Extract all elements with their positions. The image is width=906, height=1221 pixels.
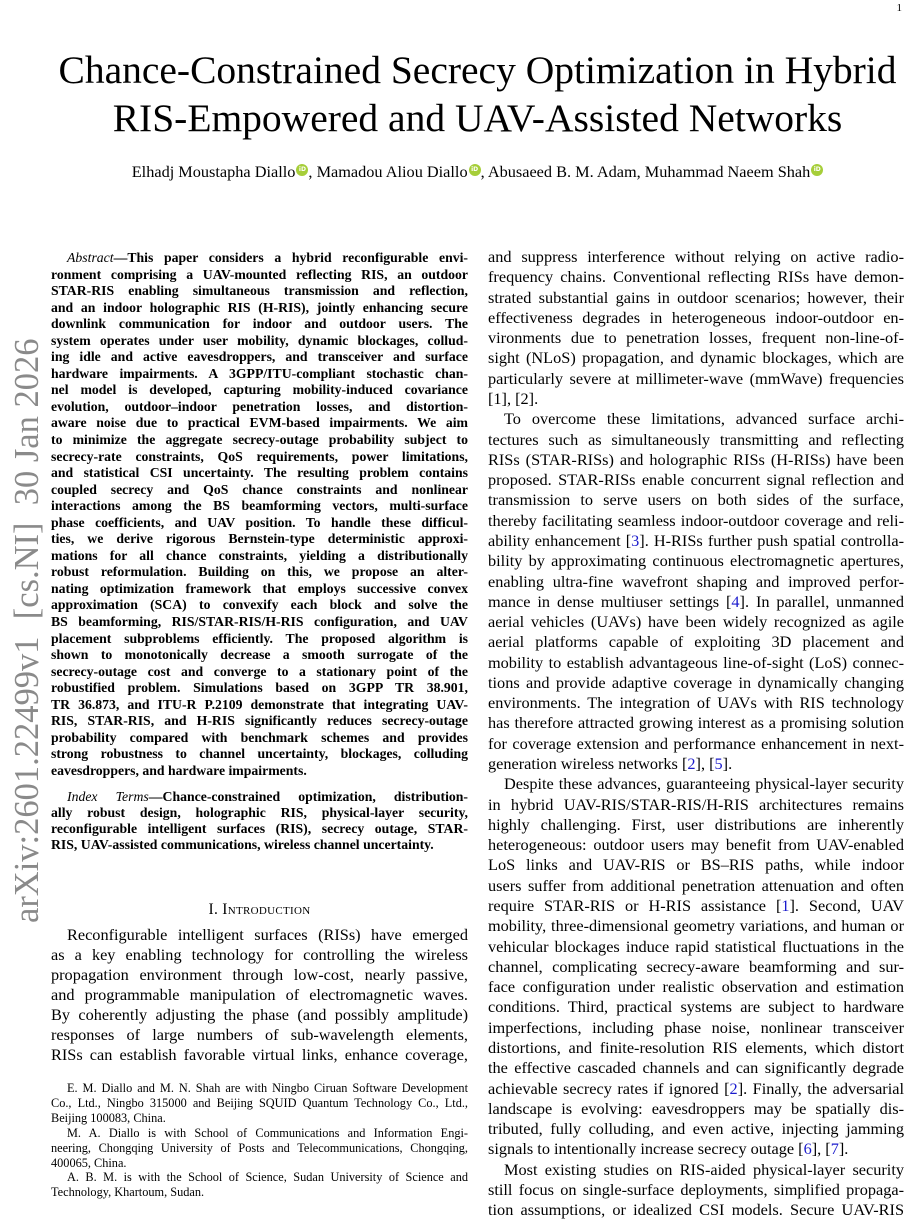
text-line	[51, 614, 468, 631]
body-line: require STAR-RIS or H-RIS assistance [1]. Second, UAV	[488, 896, 904, 915]
footnote	[51, 1081, 468, 1126]
footnote-line: Co., Ltd., Ningbo 315000 and Beijing SQUID Quantum Technology Co., Ltd.,	[51, 1095, 468, 1110]
paragraph	[488, 1160, 904, 1221]
body-line: effectiveness degrades in heterogeneous indoor-outdoor en-	[488, 307, 904, 327]
body-line: signals to intentionally increase secrecy outage [6], [7].	[488, 1139, 849, 1159]
line-text: coupled secrecy and QoS chance constraints and nonlinear	[51, 481, 468, 497]
body-line: channel, complicating secrecy-aware beamforming and sur-	[488, 956, 904, 976]
citation-link[interactable]: 4	[731, 591, 740, 611]
text-line	[51, 283, 468, 300]
text-line	[51, 449, 468, 466]
line-text: nel model is developed, capturing mobility-induced covariance	[51, 382, 468, 398]
line-text: evolution, outdoor–indoor penetration losses, and distortion-	[51, 398, 468, 414]
body-line: generation wireless networks [2], [5].	[488, 754, 733, 774]
citation-link[interactable]: 2	[729, 1078, 738, 1098]
footnote-line: 400065, China.	[51, 1155, 127, 1170]
body-line: To overcome these limitations, advanced surface archi-	[504, 409, 904, 429]
body-line: aerial vehicles (UAVs) have been widely recognized as agile	[488, 612, 904, 632]
body-line: mobility, three-dimensional geometry variations, and human or	[488, 916, 904, 936]
footnote-line: Beijing 100083, China.	[51, 1110, 166, 1125]
body-line: ability enhancement [3]. H-RISs further push spatial controlla-	[488, 530, 904, 550]
text-line	[51, 465, 468, 482]
body-line: mance in dense multiuser settings [4]. In parallel, unmanned	[488, 591, 905, 611]
title-line: RIS-Empowered and UAV-Assisted Networks	[112, 96, 843, 140]
footnote	[51, 1170, 468, 1200]
line-text: ties, we derive rigorous Bernstein-type deterministic approxi-	[51, 531, 468, 547]
title-line: Chance-Constrained Secrecy Optimization in Hybrid	[58, 48, 897, 92]
em-dash: —	[148, 789, 163, 804]
line-text: placement subproblems efficiently. The proposed algorithm is	[51, 630, 468, 646]
orcid-icon[interactable]: iD	[811, 164, 823, 176]
body-line: enabling ultra-fine wavefront shaping and improved perfor-	[488, 571, 904, 591]
text-line	[51, 821, 468, 837]
line-text: strong robustness to channel uncertainty, blockages, colluding	[51, 746, 468, 762]
text-line	[51, 482, 468, 499]
line-text: reconfigurable intelligent surfaces (RIS), secrecy outage, STAR-	[51, 821, 468, 837]
abstract	[51, 250, 468, 780]
author-separator: ,	[480, 162, 488, 181]
line-text: Chance-constrained optimization, distribution-	[162, 789, 469, 804]
line-text: ronment comprising a UAV-mounted reflecting RIS, an outdoor	[51, 266, 468, 282]
author-name: Mamadou Aliou Diallo	[316, 162, 468, 181]
orcid-icon[interactable]: iD	[296, 164, 308, 176]
line-text: phase coefficients, and UAV position. To handle these difficul-	[51, 514, 468, 530]
text-line	[51, 697, 468, 714]
text-line	[51, 432, 468, 449]
author-name: Muhammad Naeem Shah	[644, 162, 811, 181]
text-line	[51, 300, 468, 317]
footnote-line: A. B. M. is with the School of Science, Sudan University of Science and	[67, 1170, 468, 1185]
body-line: RISs (STAR-RISs) and holographic RISs (H-RISs) have been	[488, 449, 904, 469]
body-line: landscape is evolving: eavesdroppers may be spatially dis-	[488, 1098, 904, 1118]
body-line: sight (NLoS) propagation, and dynamic blockages, which are	[488, 348, 904, 368]
body-line: transmission to serve users on both sides of the surface,	[488, 490, 904, 510]
line-text: robust reformulation. Building on this, we propose an alter-	[51, 564, 468, 580]
body-line: vehicular blockages induce rapid statistical fluctuations in the	[488, 936, 904, 956]
text-line	[51, 647, 468, 664]
author-separator: ,	[308, 162, 317, 181]
body-line: highly challenging. First, user distributions are inherently	[488, 814, 904, 834]
citation-link[interactable]: 1	[781, 896, 790, 915]
line-text: This paper considers a hybrid reconfigurable envi-	[127, 250, 468, 265]
text-line	[51, 805, 468, 821]
body-line: face configuration under realistic observation and estimation	[488, 977, 904, 997]
body-line: Reconfigurable intelligent surfaces (RISs) have emerged	[67, 925, 468, 944]
text-line	[51, 631, 468, 648]
line-text: STAR-RIS enabling simultaneous transmission and reflection,	[51, 283, 468, 299]
text-line	[51, 713, 468, 730]
line-text: shown to monotonically decrease a smooth surrogate of the	[51, 647, 468, 663]
body-line: imperfections, including phase noise, nonlinear transceiver	[488, 1017, 904, 1037]
text-line	[51, 564, 468, 581]
line-text: robustified problem. Simulations based on 3GPP TR 38.901,	[51, 680, 468, 696]
body-line: aerial platforms capable of exploiting 3D placement and	[488, 632, 904, 652]
author-name: Elhadj Moustapha Diallo	[131, 162, 296, 181]
line-text: nating optimization framework that employs successive convex	[51, 580, 468, 596]
citation-link[interactable]: 2	[687, 754, 696, 774]
body-line: vironments due to penetration losses, frequent non-line-of-	[488, 328, 904, 348]
body-line: Most existing studies on RIS-aided physical-layer security	[504, 1159, 904, 1179]
text-line	[51, 664, 468, 681]
line-text: and an indoor holographic RIS (H-RIS), jointly enhancing secure	[51, 299, 468, 315]
body-line: responses of large numbers of sub-wavelength elements,	[51, 1025, 468, 1044]
body-line: proposed. STAR-RISs enable concurrent signal reflection and	[488, 470, 904, 490]
body-line: still focus on single-surface deployments, simplified propaga-	[488, 1179, 904, 1199]
body-line: tions and provide adaptive coverage in dynamically changing	[488, 672, 904, 692]
arxiv-stamp: arXiv:2601.22499v1 [cs.NI] 30 Jan 2026	[8, 338, 46, 923]
line-text: TR 36.873, and ITU-R P.2109 demonstrate that integrating UAV-	[51, 696, 468, 712]
text-line	[51, 730, 468, 747]
body-line: thereby facilitating seamless indoor-outdoor coverage and reli-	[488, 510, 904, 530]
author-separator: ,	[636, 162, 645, 181]
footnote-line: E. M. Diallo and M. N. Shah are with Ningbo Ciruan Software Development	[67, 1081, 468, 1095]
line-text: probability compared with benchmark schemes and provides	[51, 729, 468, 745]
line-text: BS beamforming, RIS/STAR-RIS/H-RIS configuration, and UAV	[51, 614, 468, 630]
text-line	[51, 349, 468, 366]
introduction-right-column	[488, 247, 904, 1221]
line-text: secrecy-outage cost and converge to a stationary point of the	[51, 663, 468, 679]
text-line	[51, 382, 468, 399]
line-text: secrecy-rate constraints, QoS requirements, power limitations,	[51, 448, 468, 464]
text-line	[51, 581, 468, 598]
body-line: strated substantial gains in outdoor scenarios; however, their	[488, 287, 904, 307]
line-text: RIS, STAR-RIS, and H-RIS significantly reduces secrecy-outage	[51, 713, 468, 729]
body-line: distortions, and finite-resolution RIS elements, which distort	[488, 1037, 904, 1057]
body-line: has therefore attracted growing interest as a promising solution	[488, 713, 904, 733]
body-line: for coverage extension and performance enhancement in next-	[488, 733, 904, 753]
author-name: Abusaeed B. M. Adam	[487, 162, 637, 181]
author-list	[51, 160, 904, 184]
text-line	[51, 415, 468, 432]
text-line	[51, 316, 468, 333]
body-line: heterogeneous: outdoor users may benefit from UAV-enabled	[488, 835, 904, 855]
body-line: mobility to establish advantageous line-of-sight (LoS) connec-	[488, 652, 904, 672]
line-text: system operates under user mobility, dynamic blockages, collud-	[51, 332, 468, 348]
body-line: users suffer from additional penetration attenuation and often	[488, 875, 904, 895]
body-line: and programmable manipulation of electromagnetic waves.	[51, 985, 468, 1004]
line-text: hardware impairments. A 3GPP/ITU-compliant stochastic chan-	[51, 365, 468, 381]
line-text: to minimize the aggregate secrecy-outage probability subject to	[51, 432, 468, 448]
text-line	[51, 515, 468, 532]
page-number: 1	[896, 2, 902, 14]
abstract-label: Abstract	[67, 250, 114, 265]
citation-link[interactable]: 6	[803, 1139, 812, 1159]
orcid-icon[interactable]: iD	[469, 164, 481, 176]
body-line: LoS links and UAV-RIS or BS–RIS paths, while indoor	[488, 855, 904, 875]
body-line: propagation environment through low-cost, nearly passive,	[51, 965, 468, 984]
footnote-line: Technology, Khartoum, Sudan.	[51, 1185, 205, 1200]
line-text: approximation (SCA) to convexify each block and solve the	[51, 597, 468, 613]
text-line	[51, 837, 468, 853]
body-line: achievable secrecy rates if ignored [2]. Finally, the adversarial	[488, 1078, 905, 1098]
footnotes	[51, 1081, 468, 1200]
body-line: RISs can establish favorable virtual links, enhance coverage,	[51, 1045, 468, 1064]
text-line	[51, 267, 468, 284]
body-line: particularly severe at millimeter-wave (mmWave) frequencies	[488, 368, 904, 388]
text-line	[51, 680, 468, 697]
line-text: aware noise due to practical EVM-based impairments. We aim	[51, 415, 468, 431]
line-text: interactions among the BS beamforming vectors, multi-surface	[51, 498, 468, 514]
text-line	[51, 399, 468, 416]
text-line	[51, 366, 468, 383]
line-text: ally robust design, holographic RIS, physical-layer security,	[51, 805, 468, 821]
footnote-line: neering, Chongqing University of Posts and Telecommunications, Chongqing,	[51, 1140, 468, 1155]
line-text: ing idle and active eavesdroppers, and transceiver and surface	[51, 349, 468, 365]
citation-link[interactable]: 7	[830, 1139, 839, 1159]
text-line	[51, 498, 468, 515]
text-line	[51, 250, 468, 267]
line-text: mations for all chance constraints, yielding a distributionally	[51, 547, 468, 563]
body-line: tion assumptions, or idealized CSI models. Secure UAV-RIS	[488, 1200, 904, 1220]
body-line: frequency chains. Conventional reflecting RISs have demon-	[488, 267, 904, 287]
text-line	[51, 746, 468, 763]
body-line: tributed, fully colluding, and even active, injecting jamming	[488, 1119, 904, 1139]
body-line: tectures such as simultaneously transmitting and reflecting	[488, 429, 904, 449]
body-line: the effective cascaded channels and can significantly degrade	[488, 1058, 904, 1078]
line-text: RIS, UAV-assisted communications, wireless channel uncertainty.	[51, 837, 434, 853]
text-line	[51, 531, 468, 548]
line-text: eavesdroppers, and hardware impairments.	[51, 762, 307, 778]
em-dash: —	[113, 250, 128, 265]
line-text: and statistical CSI uncertainty. The resulting problem contains	[51, 465, 468, 481]
text-line	[51, 333, 468, 350]
text-line	[51, 548, 468, 565]
section-heading-introduction: I. Introduction	[208, 901, 311, 918]
body-line: environments. The integration of UAVs with RIS technology	[488, 693, 904, 713]
body-line: bility by approximating continuous electromagnetic apertures,	[488, 551, 904, 571]
citation-link[interactable]: 3	[631, 530, 640, 550]
index-terms-label: Index Terms	[67, 789, 149, 804]
body-line: conditions. Third, practical systems are subject to hardware	[488, 997, 904, 1017]
line-text: downlink communication for indoor and outdoor users. The	[51, 316, 468, 332]
text-line	[51, 597, 468, 614]
body-line: Despite these advances, guaranteeing physical-layer security	[504, 774, 904, 794]
paper-title	[51, 46, 904, 142]
footnote-line: M. A. Diallo is with School of Communications and Information Engi-	[67, 1125, 468, 1140]
text-line	[51, 763, 468, 780]
body-line: [1], [2].	[488, 388, 539, 408]
introduction-left-column	[51, 925, 468, 1065]
footnote	[51, 1126, 468, 1171]
body-line: and suppress interference without relying on active radio-	[488, 247, 904, 266]
body-line: as a key enabling technology for controlling the wireless	[51, 945, 468, 964]
body-line: By coherently adjusting the phase (and possibly amplitude)	[51, 1005, 468, 1024]
paragraph	[488, 774, 904, 1159]
citation-link[interactable]: 5	[714, 754, 723, 774]
body-line: in hybrid UAV-RIS/STAR-RIS/H-RIS architectures remains	[488, 794, 904, 814]
text-line	[51, 789, 468, 805]
index-terms	[51, 789, 468, 853]
paragraph	[488, 247, 904, 409]
paragraph	[488, 409, 904, 774]
